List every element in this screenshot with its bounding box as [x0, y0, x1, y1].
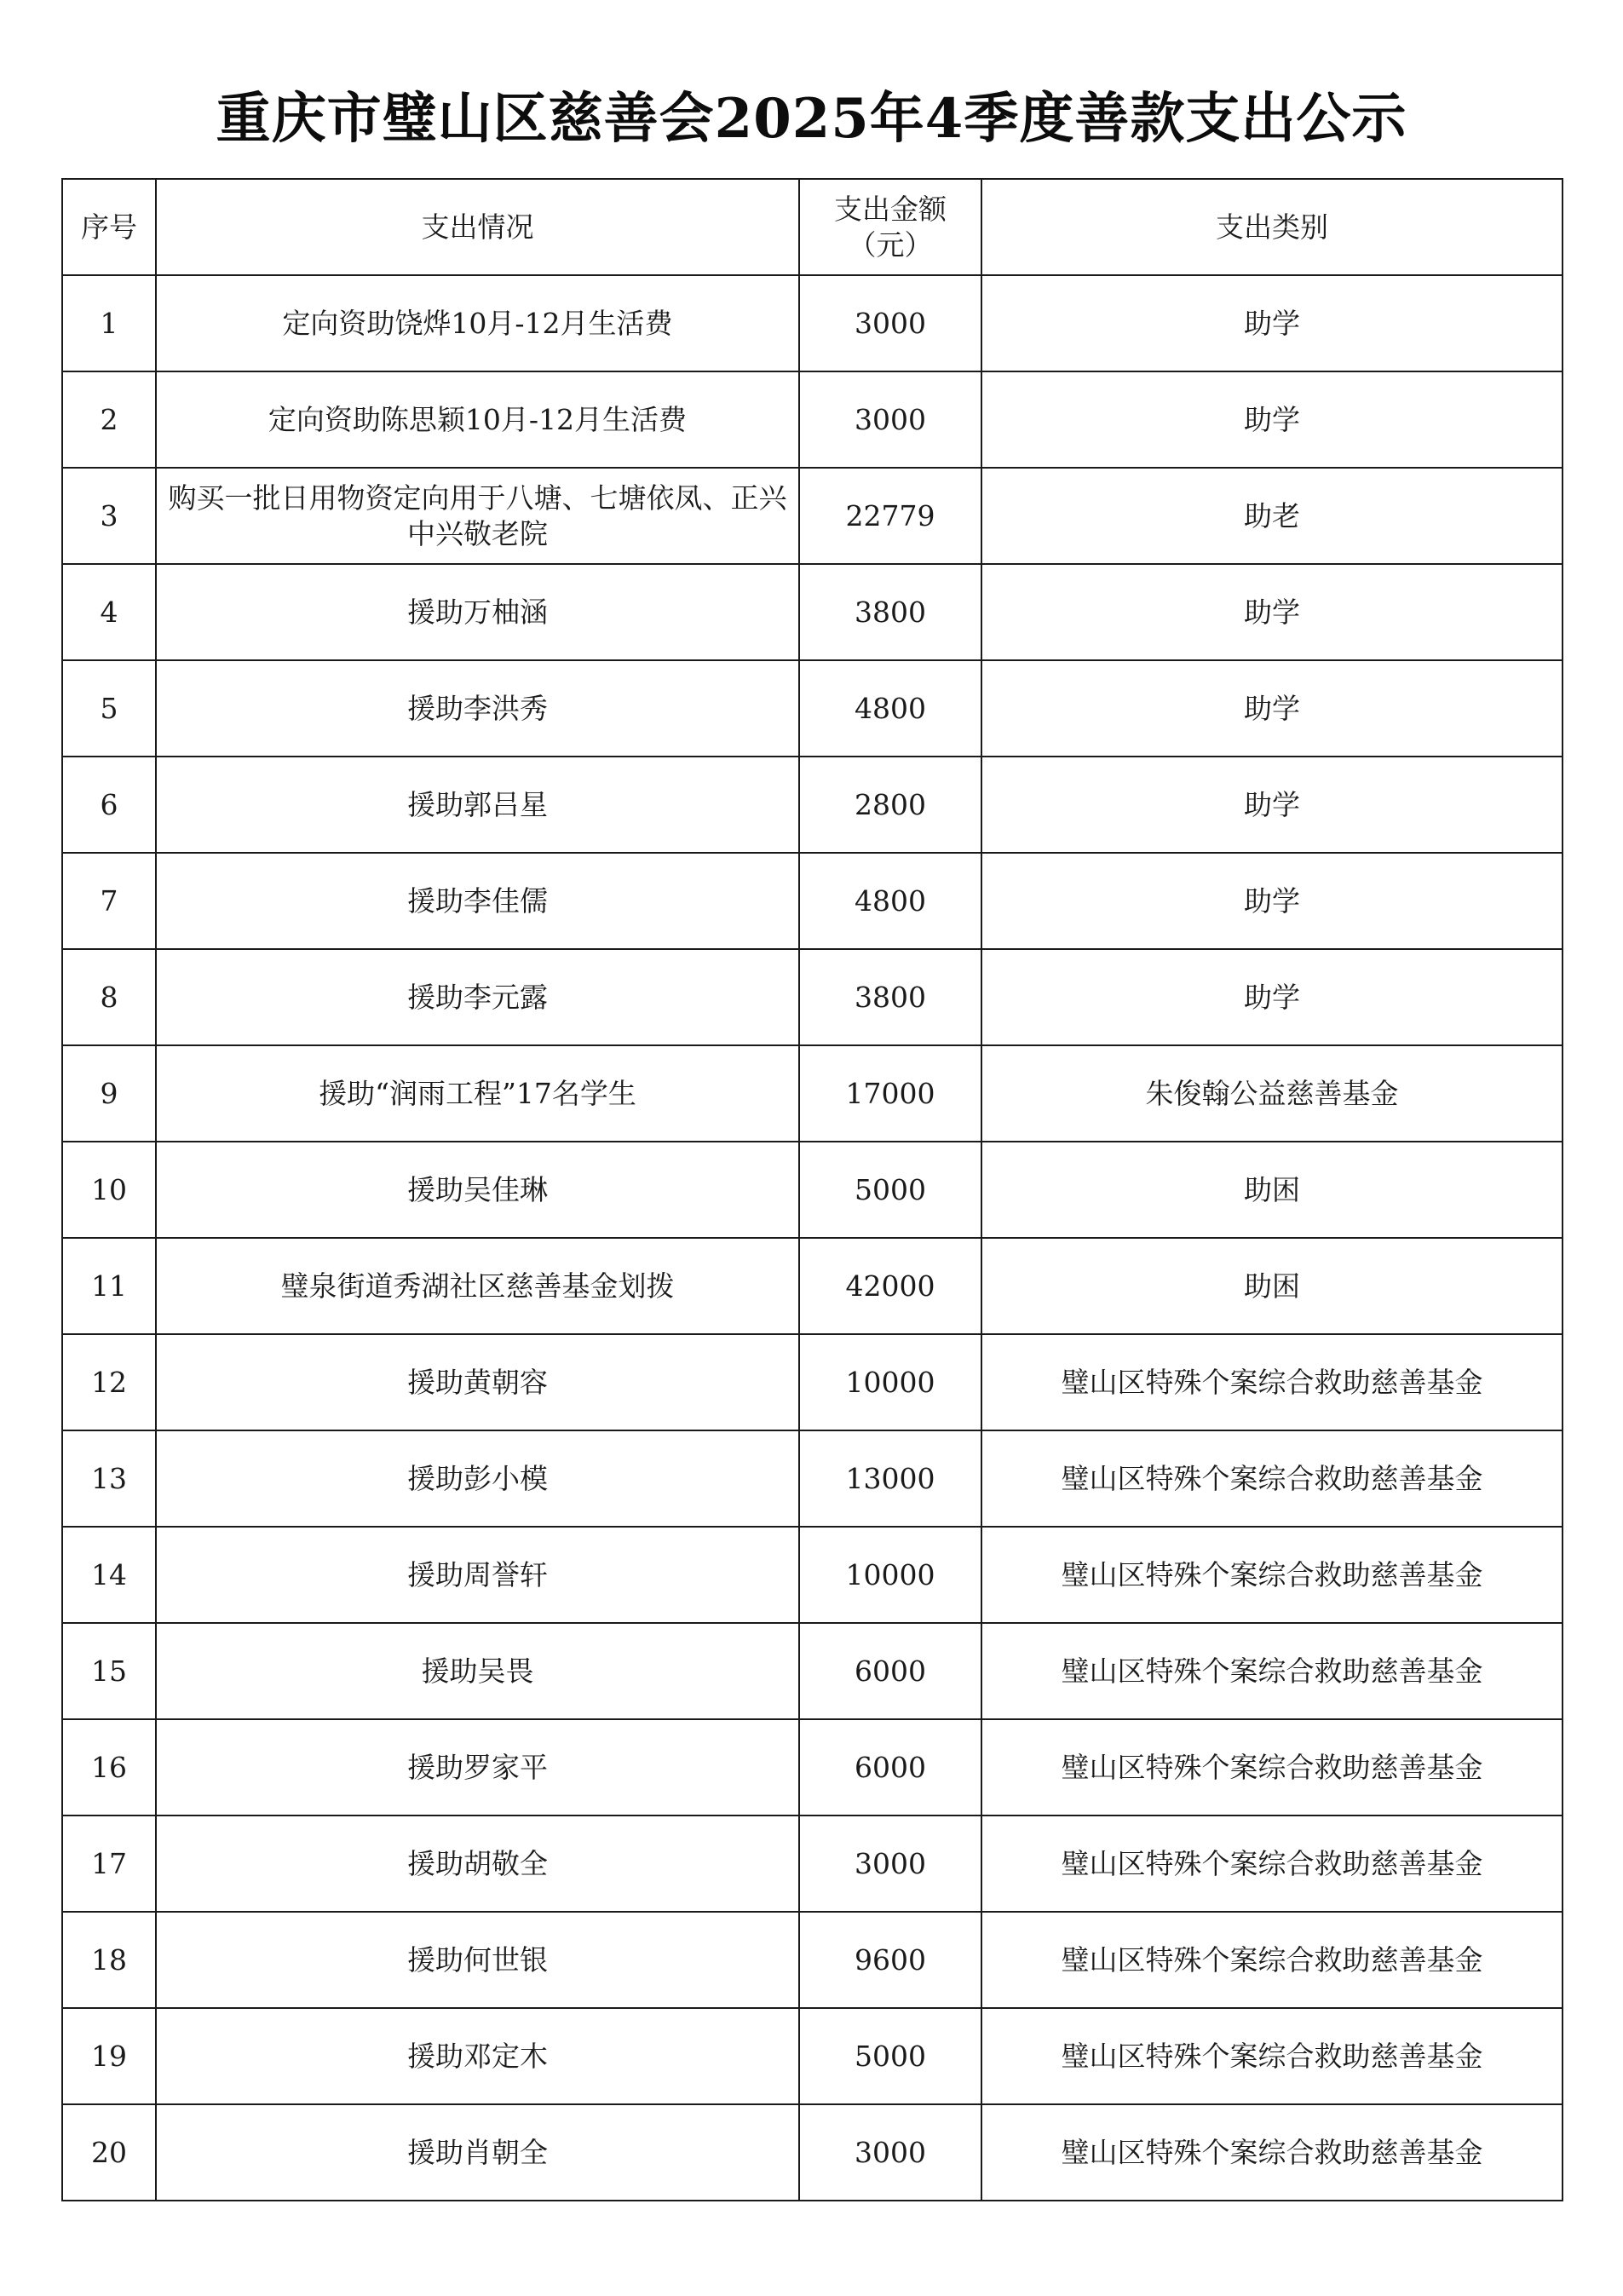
- amount-cell: 4800: [799, 660, 981, 757]
- table-row: [62, 371, 1563, 468]
- seq-cell: 19: [62, 2008, 156, 2104]
- header-amount-line2: （元）: [848, 227, 933, 262]
- table-body: [62, 275, 1563, 2201]
- description-cell: 援助罗家平: [156, 1719, 799, 1816]
- description-cell: 援助何世银: [156, 1912, 799, 2008]
- seq-cell: 5: [62, 660, 156, 757]
- amount-cell: 10000: [799, 1334, 981, 1430]
- category-cell: 助学: [981, 757, 1563, 853]
- table-row: [62, 564, 1563, 660]
- seq-cell: 16: [62, 1719, 156, 1816]
- category-cell: 朱俊翰公益慈善基金: [981, 1045, 1563, 1142]
- amount-cell: 10000: [799, 1527, 981, 1623]
- seq-cell: 3: [62, 468, 156, 564]
- seq-cell: 6: [62, 757, 156, 853]
- amount-cell: 4800: [799, 853, 981, 949]
- amount-cell: 17000: [799, 1045, 981, 1142]
- seq-cell: 17: [62, 1816, 156, 1912]
- amount-cell: 2800: [799, 757, 981, 853]
- amount-cell: 3000: [799, 275, 981, 371]
- amount-cell: 3800: [799, 564, 981, 660]
- header-amount-line1: 支出金额: [834, 192, 947, 226]
- seq-cell: 2: [62, 371, 156, 468]
- category-cell: 璧山区特殊个案综合救助慈善基金: [981, 2008, 1563, 2104]
- table-row: [62, 1816, 1563, 1912]
- category-cell: 助学: [981, 853, 1563, 949]
- table-row: [62, 949, 1563, 1045]
- description-cell: 援助黄朝容: [156, 1334, 799, 1430]
- amount-cell: 3000: [799, 2104, 981, 2201]
- description-cell: 援助周誉轩: [156, 1527, 799, 1623]
- category-cell: 璧山区特殊个案综合救助慈善基金: [981, 1816, 1563, 1912]
- category-cell: 助学: [981, 371, 1563, 468]
- amount-cell: 5000: [799, 1142, 981, 1238]
- amount-cell: 22779: [799, 468, 981, 564]
- table-row: [62, 1045, 1563, 1142]
- category-cell: 璧山区特殊个案综合救助慈善基金: [981, 1623, 1563, 1719]
- seq-cell: 12: [62, 1334, 156, 1430]
- table-row: [62, 2104, 1563, 2201]
- category-cell: 助学: [981, 949, 1563, 1045]
- category-cell: 助困: [981, 1238, 1563, 1334]
- table-row: [62, 468, 1563, 564]
- amount-cell: 42000: [799, 1238, 981, 1334]
- seq-cell: 1: [62, 275, 156, 371]
- category-cell: 璧山区特殊个案综合救助慈善基金: [981, 2104, 1563, 2201]
- category-cell: 助老: [981, 468, 1563, 564]
- category-cell: 助学: [981, 564, 1563, 660]
- description-cell: 援助万柚涵: [156, 564, 799, 660]
- description-cell: 援助吴畏: [156, 1623, 799, 1719]
- description-cell: 援助李佳儒: [156, 853, 799, 949]
- table-row: [62, 1623, 1563, 1719]
- description-cell: 援助吴佳琳: [156, 1142, 799, 1238]
- amount-cell: 5000: [799, 2008, 981, 2104]
- category-cell: 璧山区特殊个案综合救助慈善基金: [981, 1430, 1563, 1527]
- seq-cell: 20: [62, 2104, 156, 2201]
- description-cell: 援助彭小模: [156, 1430, 799, 1527]
- seq-cell: 15: [62, 1623, 156, 1719]
- description-cell: 定向资助陈思颖10月-12月生活费: [156, 371, 799, 468]
- amount-cell: 3000: [799, 371, 981, 468]
- category-cell: 璧山区特殊个案综合救助慈善基金: [981, 1719, 1563, 1816]
- table-row: [62, 660, 1563, 757]
- table-row: [62, 1719, 1563, 1816]
- description-cell: 援助李洪秀: [156, 660, 799, 757]
- seq-cell: 4: [62, 564, 156, 660]
- header-seq: 序号: [62, 179, 156, 275]
- amount-cell: 3000: [799, 1816, 981, 1912]
- description-cell: 援助胡敬全: [156, 1816, 799, 1912]
- description-cell: 援助肖朝全: [156, 2104, 799, 2201]
- description-cell: 定向资助饶烨10月-12月生活费: [156, 275, 799, 371]
- seq-cell: 18: [62, 1912, 156, 2008]
- amount-cell: 3800: [799, 949, 981, 1045]
- table-row: [62, 1334, 1563, 1430]
- amount-cell: 9600: [799, 1912, 981, 2008]
- table-row: [62, 853, 1563, 949]
- table-row: [62, 2008, 1563, 2104]
- header-description: 支出情况: [156, 179, 799, 275]
- table-row: [62, 1527, 1563, 1623]
- description-cell: 璧泉街道秀湖社区慈善基金划拨: [156, 1238, 799, 1334]
- expenditure-table: [61, 178, 1563, 2201]
- category-cell: 助学: [981, 275, 1563, 371]
- page-title: 重庆市璧山区慈善会2025年4季度善款支出公示: [216, 87, 1407, 151]
- seq-cell: 7: [62, 853, 156, 949]
- seq-cell: 14: [62, 1527, 156, 1623]
- description-cell: 购买一批日用物资定向用于八塘、七塘依凤、正兴中兴敬老院: [156, 468, 799, 564]
- table-row: [62, 1142, 1563, 1238]
- table-header: [62, 179, 1563, 275]
- table-row: [62, 1238, 1563, 1334]
- description-cell: 援助邓定木: [156, 2008, 799, 2104]
- category-cell: 助困: [981, 1142, 1563, 1238]
- category-cell: 璧山区特殊个案综合救助慈善基金: [981, 1527, 1563, 1623]
- table-row: [62, 757, 1563, 853]
- table-row: [62, 1912, 1563, 2008]
- table-row: [62, 1430, 1563, 1527]
- seq-cell: 8: [62, 949, 156, 1045]
- category-cell: 璧山区特殊个案综合救助慈善基金: [981, 1334, 1563, 1430]
- seq-cell: 10: [62, 1142, 156, 1238]
- table-row: [62, 275, 1563, 371]
- description-cell: 援助李元露: [156, 949, 799, 1045]
- amount-cell: 6000: [799, 1623, 981, 1719]
- seq-cell: 9: [62, 1045, 156, 1142]
- amount-cell: 13000: [799, 1430, 981, 1527]
- header-amount: [799, 179, 981, 275]
- category-cell: 助学: [981, 660, 1563, 757]
- amount-cell: 6000: [799, 1719, 981, 1816]
- header-row: [62, 179, 1563, 275]
- description-cell: 援助“润雨工程”17名学生: [156, 1045, 799, 1142]
- description-cell: 援助郭吕星: [156, 757, 799, 853]
- seq-cell: 13: [62, 1430, 156, 1527]
- header-category: 支出类别: [981, 179, 1563, 275]
- category-cell: 璧山区特殊个案综合救助慈善基金: [981, 1912, 1563, 2008]
- seq-cell: 11: [62, 1238, 156, 1334]
